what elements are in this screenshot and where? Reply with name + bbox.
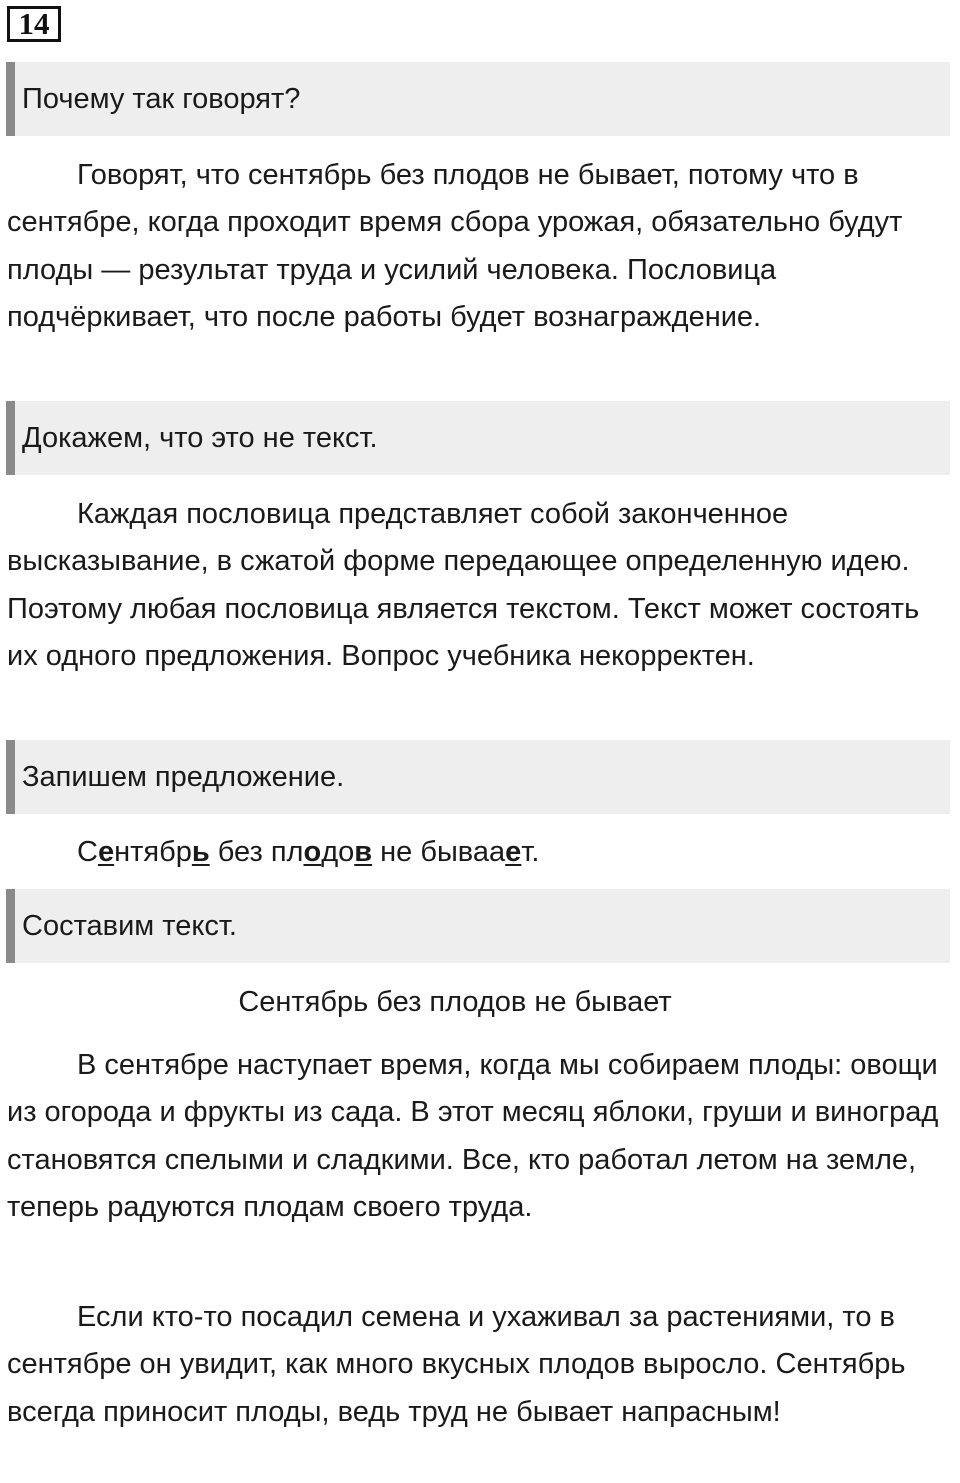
section-header-prove xyxy=(6,401,950,475)
task-number-badge: 14 xyxy=(7,6,61,42)
sentence-part: нтябр xyxy=(114,836,192,868)
sentence-part-highlight: ь xyxy=(191,836,210,868)
proverb-sentence xyxy=(77,832,539,872)
composed-paragraph-2: Если кто-то посадил семена и ухаживал за растениями, то в сентябре он увидит, как много вкусных плодов выросло. Сентябрь всегда приносит плоды, ведь труд не бывает напрасным! xyxy=(7,1301,906,1428)
section-header-label: Почему так говорят? xyxy=(22,82,301,115)
section-header-compose xyxy=(6,889,950,963)
section-header-why xyxy=(6,62,950,136)
section-header-label: Составим текст. xyxy=(22,909,237,942)
section-header-label: Докажем, что это не текст. xyxy=(22,421,378,454)
composed-paragraph-1: В сентябре наступает время, когда мы собираем плоды: овощи из огорода и фрукты из сада. В этот месяц яблоки, груши и виноград становятся спелыми и сладкими. Все, кто работал летом на земле, теперь радуются плодам своего труда. xyxy=(7,1049,939,1223)
composed-text-title: Сентябрь без плодов не бывает xyxy=(238,986,672,1018)
sentence-part: т. xyxy=(521,836,540,868)
sentence-part-highlight: е xyxy=(505,836,522,868)
sentence-part: С xyxy=(77,836,98,868)
paragraph-why-explanation: Говорят, что сентябрь без плодов не бывает, потому что в сентябре, когда проходит время сбора урожая, обязательно будут плоды — результат труда и усилий человека. Пословица подчёркивает, что после работы будет вознаграждение. xyxy=(7,159,903,333)
sentence-part-highlight: в xyxy=(354,836,373,868)
section-header-label: Запишем предложение. xyxy=(22,760,345,793)
sentence-part: не бываа xyxy=(372,836,506,868)
sentence-part-highlight: о xyxy=(303,836,322,868)
paragraph-prove-explanation: Каждая пословица представляет собой законченное высказывание, в сжатой форме передающее определенную идею. Поэтому любая пословица является текстом. Текст может состоять их одного предложения. Вопрос учебника некорректен. xyxy=(7,498,920,672)
sentence-part: без пл xyxy=(209,836,304,868)
sentence-part: до xyxy=(321,836,355,868)
section-header-write xyxy=(6,740,950,814)
sentence-part-highlight: е xyxy=(97,836,115,868)
